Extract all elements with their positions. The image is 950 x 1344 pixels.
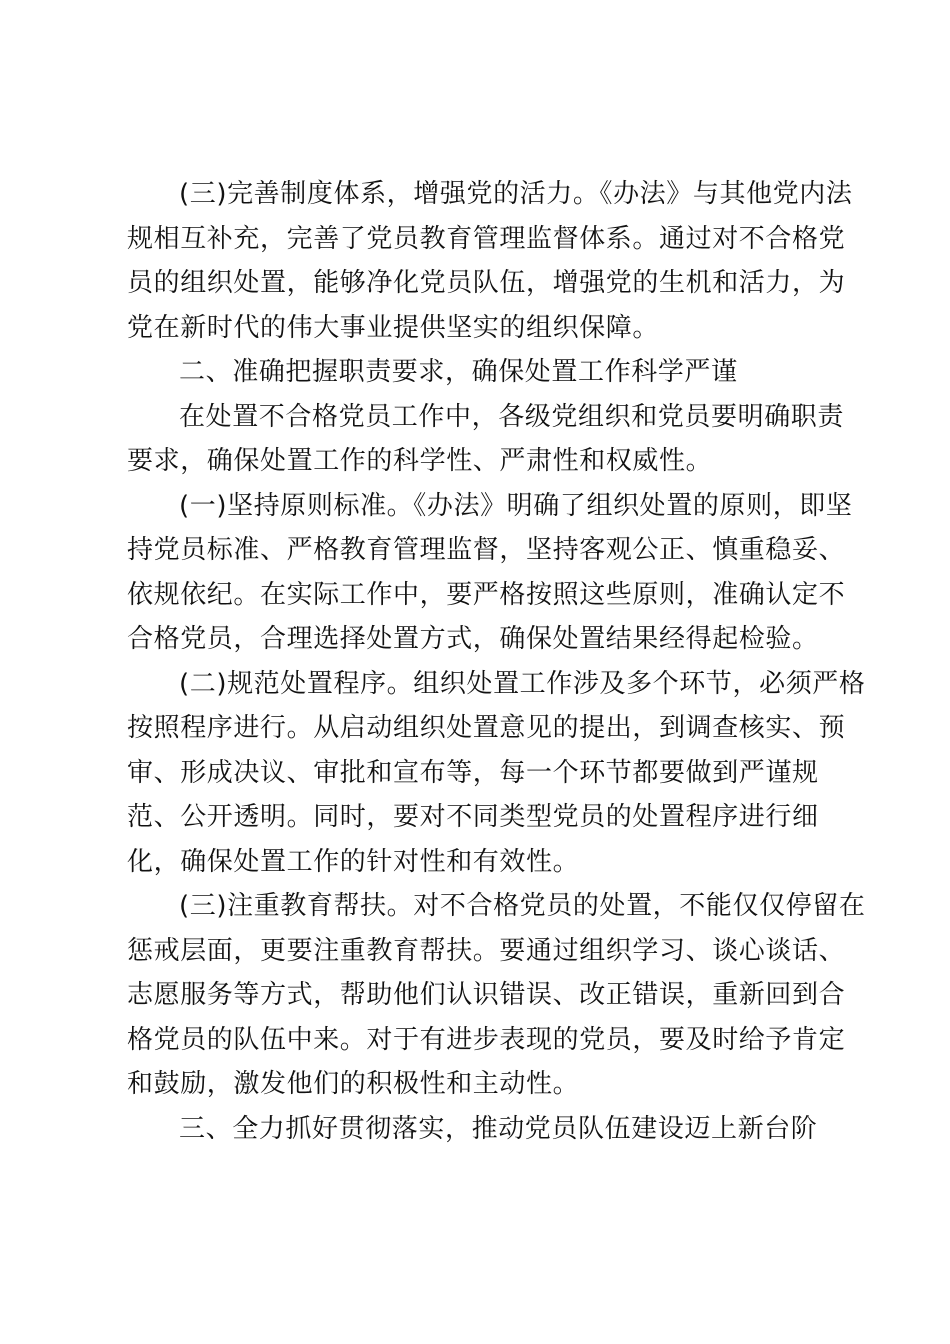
item-1-line-3: 依规依纪。在实际工作中，要严格按照这些原则，准确认定不 [127, 579, 846, 610]
item-3-line-1: (三)注重教育帮扶。对不合格党员的处置，不能仅仅停留在 [179, 891, 866, 921]
item-1-line-1: (一)坚持原则标准。《办法》明确了组织处置的原则，即坚 [179, 490, 853, 521]
item-1-line-4: 合格党员，合理选择处置方式，确保处置结果经得起检验。 [127, 624, 819, 654]
item-3-line-3: 志愿服务等方式，帮助他们认识错误、改正错误，重新回到合 [127, 980, 846, 1010]
item-2-line-1: (二)规范处置程序。组织处置工作涉及多个环节，必须严格 [179, 668, 866, 699]
paragraph-3-line-3: 员的组织处置，能够净化党员队伍，增强党的生机和活力，为 [127, 268, 846, 298]
item-3-line-5: 和鼓励，激发他们的积极性和主动性。 [127, 1069, 580, 1099]
document-body [127, 172, 866, 1151]
intro-paragraph-line-2: 要求，确保处置工作的科学性、严肃性和权威性。 [127, 446, 713, 476]
item-1-line-2: 持党员标准、严格教育管理监督，坚持客观公正、慎重稳妥、 [127, 535, 846, 565]
item-3-line-2: 惩戒层面，更要注重教育帮扶。要通过组织学习、谈心谈话、 [127, 935, 846, 966]
paragraph-3-line-4: 党在新时代的伟大事业提供坚实的组织保障。 [127, 312, 660, 343]
item-2-line-3: 审、形成决议、审批和宣布等，每一个环节都要做到严谨规 [127, 757, 819, 788]
item-2-line-5: 化，确保处置工作的针对性和有效性。 [127, 846, 580, 877]
item-2-line-2: 按照程序进行。从启动组织处置意见的提出，到调查核实、预 [127, 713, 846, 743]
item-2-line-4: 范、公开透明。同时，要对不同类型党员的处置程序进行细 [127, 802, 819, 832]
section-heading-2: 二、准确把握职责要求，确保处置工作科学严谨 [179, 357, 738, 387]
paragraph-3-line-1: (三)完善制度体系，增强党的活力。《办法》与其他党内法 [179, 179, 853, 209]
section-heading-3: 三、全力抓好贯彻落实，推动党员队伍建设迈上新台阶 [179, 1113, 818, 1144]
item-3-line-4: 格党员的队伍中来。对于有进步表现的党员，要及时给予肯定 [127, 1024, 846, 1055]
paragraph-3-line-2: 规相互补充，完善了党员教育管理监督体系。通过对不合格党 [127, 223, 846, 254]
intro-paragraph-line-1: 在处置不合格党员工作中，各级党组织和党员要明确职责 [179, 401, 845, 432]
